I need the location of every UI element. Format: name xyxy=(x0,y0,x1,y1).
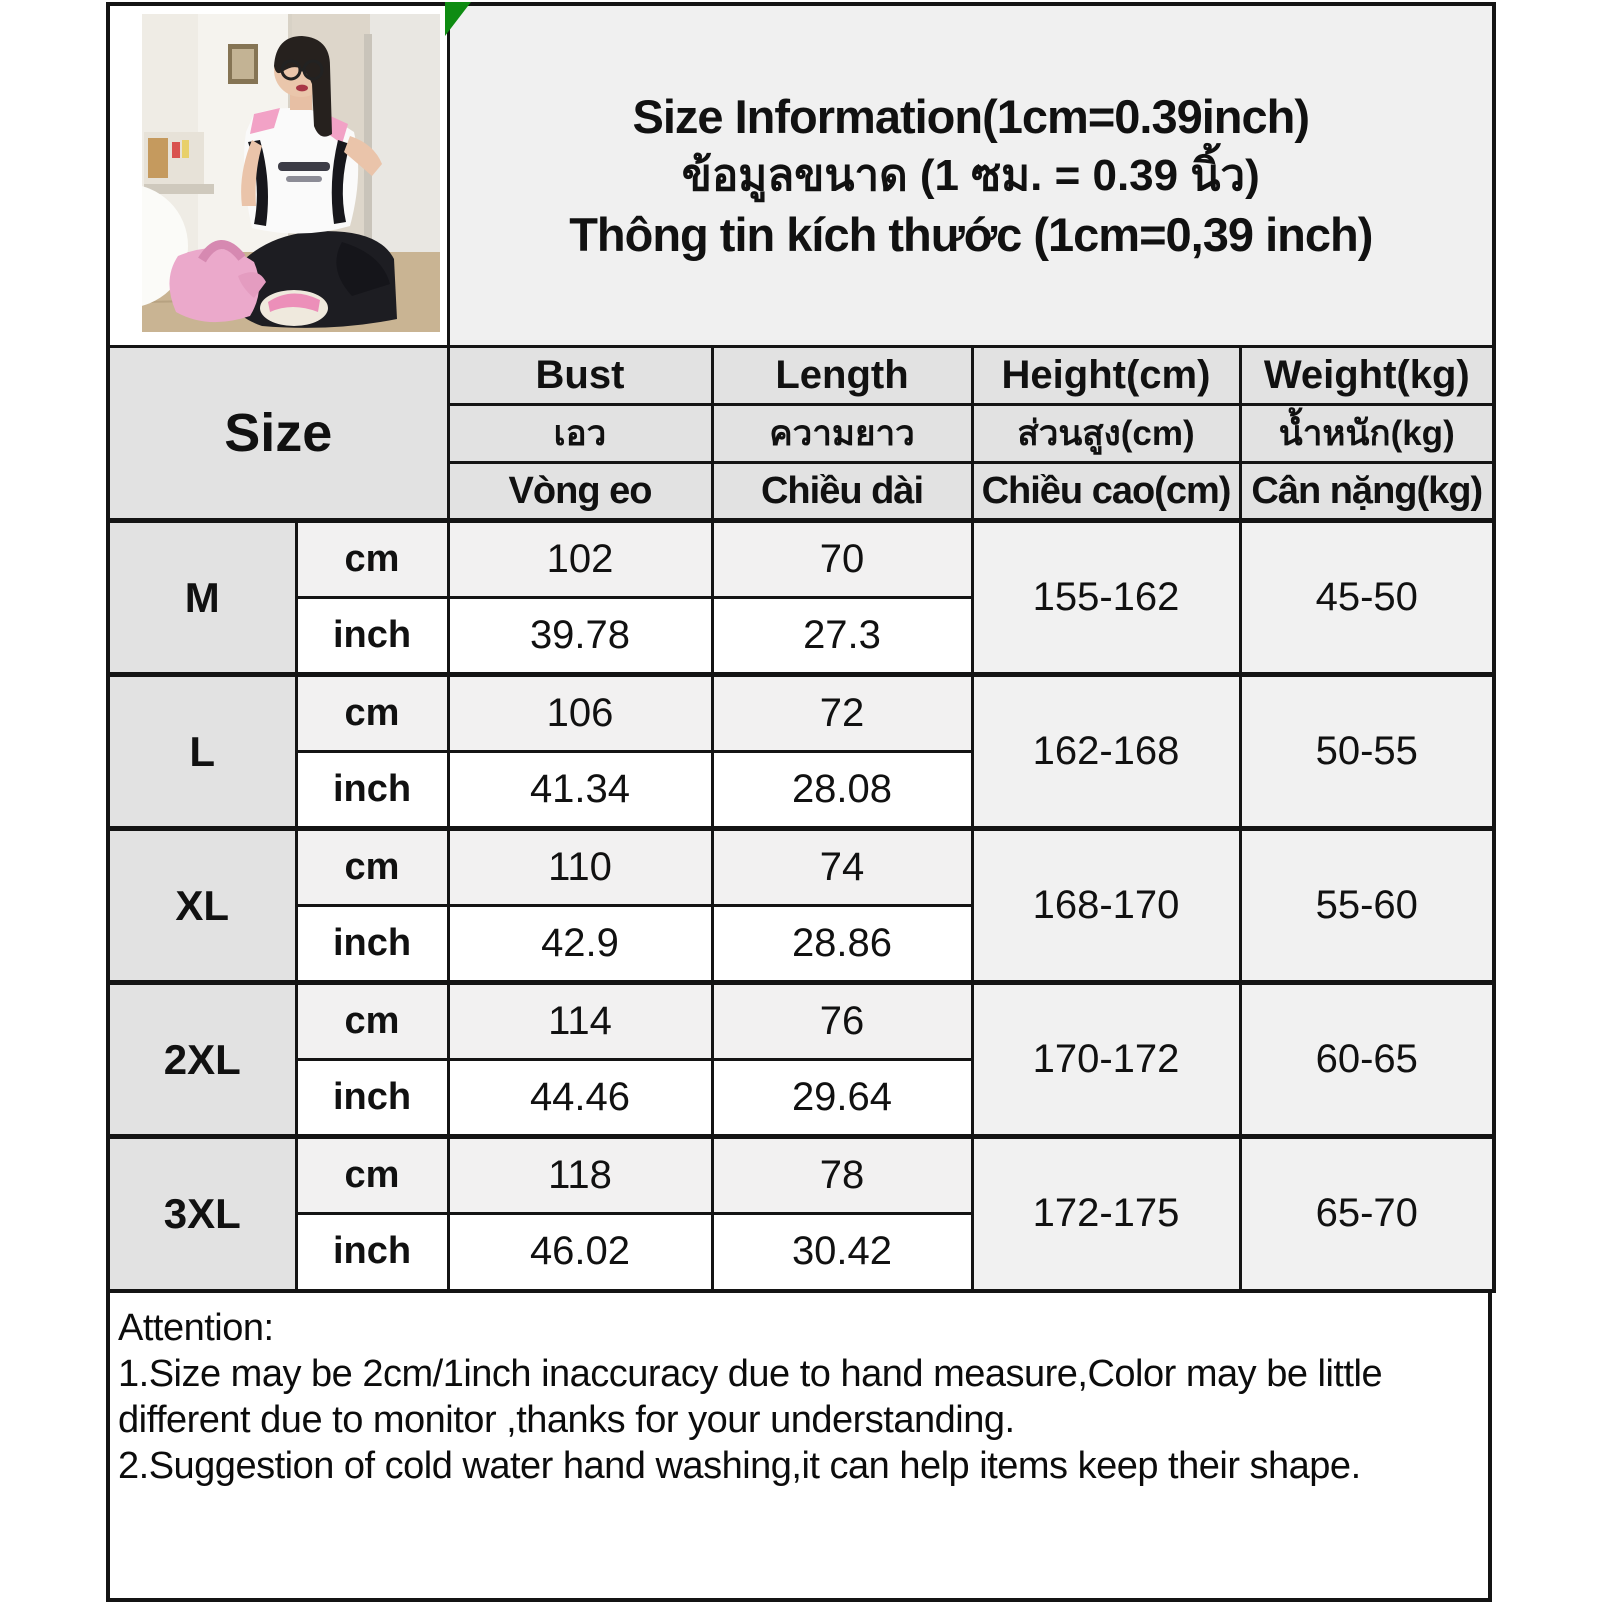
size-label: XL xyxy=(108,829,296,983)
col-header-length-vi: Chiều dài xyxy=(712,463,972,521)
size-label: 3XL xyxy=(108,1137,296,1291)
height-range: 162-168 xyxy=(972,675,1240,829)
length-cm-value: 70 xyxy=(712,521,972,598)
size-label: 2XL xyxy=(108,983,296,1137)
size-group-3XL xyxy=(108,1137,1494,1214)
attention-note-2: 2.Suggestion of cold water hand washing,it can help items keep their shape. xyxy=(118,1444,1361,1487)
bust-inch-value: 44.46 xyxy=(448,1060,712,1137)
unit-label-cm: cm xyxy=(296,983,448,1060)
col-header-weight-th: น้ำหนัก(kg) xyxy=(1240,405,1494,463)
weight-range: 55-60 xyxy=(1240,829,1494,983)
length-inch-value: 30.42 xyxy=(712,1214,972,1291)
title-th: ข้อมูลขนาด (1 ซม. = 0.39 นิ้ว) xyxy=(681,150,1260,200)
bust-inch-value: 42.9 xyxy=(448,906,712,983)
col-header-height-en: Height(cm) xyxy=(972,347,1240,405)
size-label: M xyxy=(108,521,296,675)
bust-inch-value: 46.02 xyxy=(448,1214,712,1291)
col-header-bust-en: Bust xyxy=(448,347,712,405)
green-corner-flag-icon xyxy=(445,2,471,36)
length-cm-value: 74 xyxy=(712,829,972,906)
unit-label-cm: cm xyxy=(296,521,448,598)
bust-inch-value: 39.78 xyxy=(448,598,712,675)
length-inch-value: 27.3 xyxy=(712,598,972,675)
size-header: Size xyxy=(108,347,448,521)
bust-inch-value: 41.34 xyxy=(448,752,712,829)
bust-cm-value: 106 xyxy=(448,675,712,752)
title-vi: Thông tin kích thước (1cm=0,39 inch) xyxy=(569,207,1373,261)
title-en: Size Information(1cm=0.39inch) xyxy=(632,89,1310,143)
col-header-weight-vi: Cân nặng(kg) xyxy=(1240,463,1494,521)
unit-label-cm: cm xyxy=(296,675,448,752)
col-header-height-th: ส่วนสูง(cm) xyxy=(972,405,1240,463)
size-label: L xyxy=(108,675,296,829)
bust-cm-value: 118 xyxy=(448,1137,712,1214)
col-header-bust-vi: Vòng eo xyxy=(448,463,712,521)
height-range: 155-162 xyxy=(972,521,1240,675)
unit-label-inch: inch xyxy=(296,1060,448,1137)
length-cm-value: 78 xyxy=(712,1137,972,1214)
size-group-L xyxy=(108,675,1494,752)
size-chart-sheet xyxy=(106,2,1492,1602)
unit-label-cm: cm xyxy=(296,1137,448,1214)
weight-range: 50-55 xyxy=(1240,675,1494,829)
height-range: 168-170 xyxy=(972,829,1240,983)
size-group-M xyxy=(108,521,1494,598)
title-cell xyxy=(448,4,1494,347)
unit-label-cm: cm xyxy=(296,829,448,906)
size-group-2XL xyxy=(108,983,1494,1060)
length-inch-value: 28.08 xyxy=(712,752,972,829)
size-table xyxy=(106,2,1496,1293)
unit-label-inch: inch xyxy=(296,906,448,983)
attention-heading: Attention: xyxy=(118,1306,274,1349)
col-header-length-th: ความยาว xyxy=(712,405,972,463)
attention-note-1: 1.Size may be 2cm/1inch inaccuracy due to hand measure,Color may be little different due to monitor ,thanks for your understanding. xyxy=(118,1352,1383,1441)
col-header-bust-th: เอว xyxy=(448,405,712,463)
weight-range: 60-65 xyxy=(1240,983,1494,1137)
bust-cm-value: 102 xyxy=(448,521,712,598)
product-photo xyxy=(142,14,440,332)
weight-range: 65-70 xyxy=(1240,1137,1494,1291)
unit-label-inch: inch xyxy=(296,1214,448,1291)
top-band xyxy=(108,4,1494,347)
length-cm-value: 72 xyxy=(712,675,972,752)
product-photo-cell xyxy=(108,4,448,347)
height-range: 172-175 xyxy=(972,1137,1240,1291)
col-header-weight-en: Weight(kg) xyxy=(1240,347,1494,405)
attention-notes xyxy=(106,1293,1492,1602)
length-inch-value: 29.64 xyxy=(712,1060,972,1137)
header-row-en xyxy=(108,347,1494,405)
unit-label-inch: inch xyxy=(296,752,448,829)
bust-cm-value: 114 xyxy=(448,983,712,1060)
unit-label-inch: inch xyxy=(296,598,448,675)
weight-range: 45-50 xyxy=(1240,521,1494,675)
size-group-XL xyxy=(108,829,1494,906)
col-header-height-vi: Chiều cao(cm) xyxy=(972,463,1240,521)
height-range: 170-172 xyxy=(972,983,1240,1137)
length-cm-value: 76 xyxy=(712,983,972,1060)
bust-cm-value: 110 xyxy=(448,829,712,906)
length-inch-value: 28.86 xyxy=(712,906,972,983)
col-header-length-en: Length xyxy=(712,347,972,405)
